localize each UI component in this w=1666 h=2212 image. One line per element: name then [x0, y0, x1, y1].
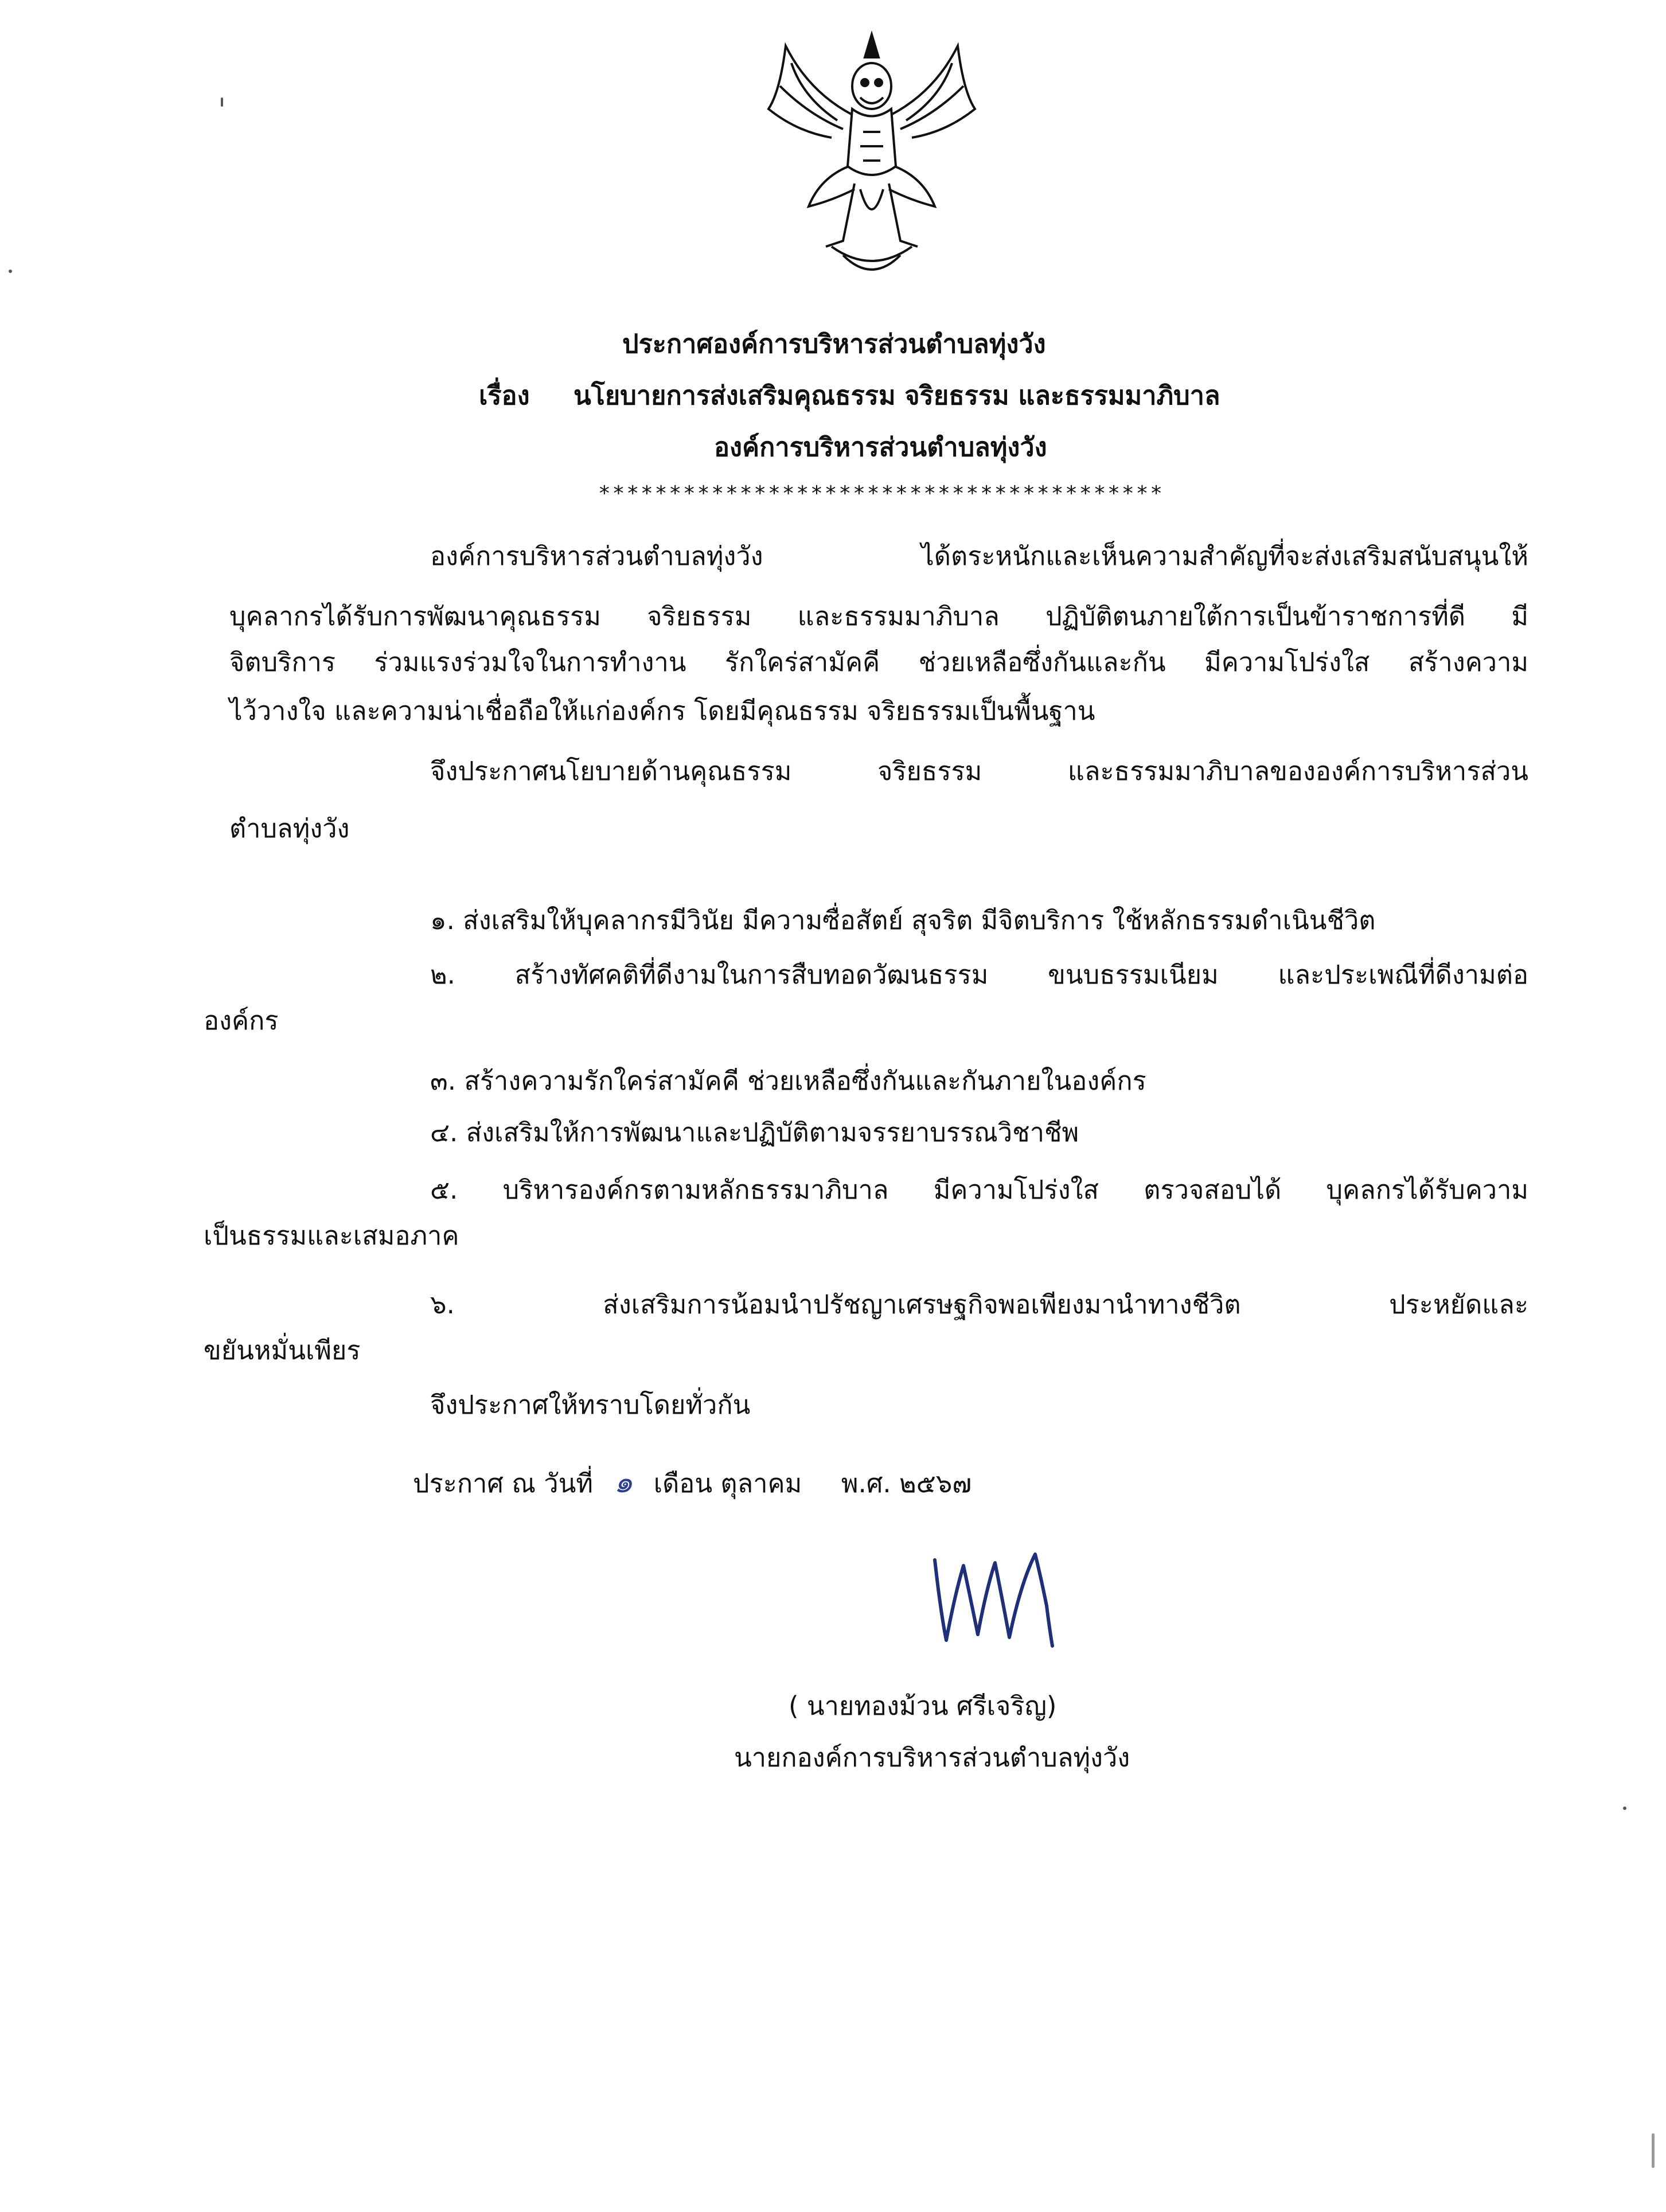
policy-item-5-continued: เป็นธรรมและเสมอภาค	[204, 1220, 459, 1251]
announcement-title: ประกาศองค์การบริหารส่วนตำบลทุ่งวัง	[622, 329, 1046, 359]
date-day-handwritten: ๑	[614, 1465, 633, 1500]
intro-line-2: บุคลากรได้รับการพัฒนาคุณธรรม จริยธรรม และธรรมมาภิบาล ปฏิบัติตนภายใต้การเป็นข้าราชการที่ดี มี	[229, 601, 1528, 631]
policy-item-5: ๕. บริหารองค์กรตามหลักธรรมาภิบาล มีความโปร่งใส ตรวจสอบได้ บุคลกรได้รับความ	[430, 1175, 1528, 1205]
announce-line-1: จึงประกาศนโยบายด้านคุณธรรม จริยธรรม และธรรมมาภิบาลขององค์การบริหารส่วน	[430, 756, 1528, 786]
policy-item-6-continued: ขยันหมั่นเพียร	[204, 1335, 361, 1366]
policy-item-1: ๑. ส่งเสริมให้บุคลากรมีวินัย มีความซื่อสัตย์ สุจริต มีจิตบริการ ใช้หลักธรรมดำเนินชีวิต	[430, 905, 1376, 935]
intro-line-3: จิตบริการ ร่วมแรงร่วมใจในการทำงาน รักใคร่สามัคคี ช่วยเหลือซึ่งกันและกัน มีความโปร่งใส สร้างความ	[229, 647, 1528, 677]
scan-speck	[221, 97, 223, 107]
organization-title: องค์การบริหารส่วนตำบลทุ่งวัง	[714, 432, 1047, 462]
scan-speck	[1623, 1807, 1626, 1810]
scan-speck	[1652, 2133, 1655, 2168]
date-line	[413, 1462, 971, 1504]
date-month-label: เดือน	[653, 1468, 713, 1499]
date-year: ๒๕๖๗	[899, 1468, 972, 1499]
announce-line-2: ตำบลทุ่งวัง	[229, 813, 350, 844]
date-year-label: พ.ศ.	[841, 1468, 891, 1499]
date-month: ตุลาคม	[720, 1468, 802, 1499]
closing-statement: จึงประกาศให้ทราบโดยทั่วกัน	[430, 1390, 751, 1420]
subject-text: นโยบายการส่งเสริมคุณธรรม จริยธรรม และธรรมมาภิบาล	[573, 380, 1220, 411]
intro-line-1: องค์การบริหารส่วนตำบลทุ่งวัง ได้ตระหนักและเห็นความสำคัญที่จะส่งเสริมสนับสนุนให้	[430, 541, 1528, 571]
title-divider: ****************************************	[598, 482, 1164, 505]
policy-item-3: ๓. สร้างความรักใคร่สามัคคี ช่วยเหลือซึ่งกันและกันภายในองค์กร	[430, 1066, 1146, 1096]
policy-item-2: ๒. สร้างทัศคติที่ดีงามในการสืบทอดวัฒนธรรม ขนบธรรมเนียม และประเพณีที่ดีงามต่อ	[430, 959, 1528, 990]
signatory-position: นายกองค์การบริหารส่วนตำบลทุ่งวัง	[734, 1742, 1130, 1773]
policy-item-2-continued: องค์กร	[204, 1005, 279, 1036]
policy-item-6: ๖. ส่งเสริมการน้อมนำปรัชญาเศรษฐกิจพอเพียงมานำทางชีวิต ประหยัดและ	[430, 1289, 1528, 1320]
subject-label: เรื่อง	[479, 380, 530, 411]
date-prefix: ประกาศ ณ วันที่	[413, 1468, 594, 1499]
signatory-name: ( นายทองม้วน ศรีเจริญ)	[789, 1691, 1057, 1721]
intro-line-4: ไว้วางใจ และความน่าเชื่อถือให้แก่องค์กร โดยมีคุณธรรม จริยธรรมเป็นพื้นฐาน	[229, 696, 1095, 726]
subject-line	[479, 376, 1220, 416]
policy-item-4: ๔. ส่งเสริมให้การพัฒนาและปฏิบัติตามจรรยาบรรณวิชาชีพ	[430, 1117, 1079, 1148]
scan-speck	[9, 270, 12, 273]
handwritten-signature	[923, 1543, 1061, 1657]
garuda-emblem-icon	[746, 23, 998, 287]
